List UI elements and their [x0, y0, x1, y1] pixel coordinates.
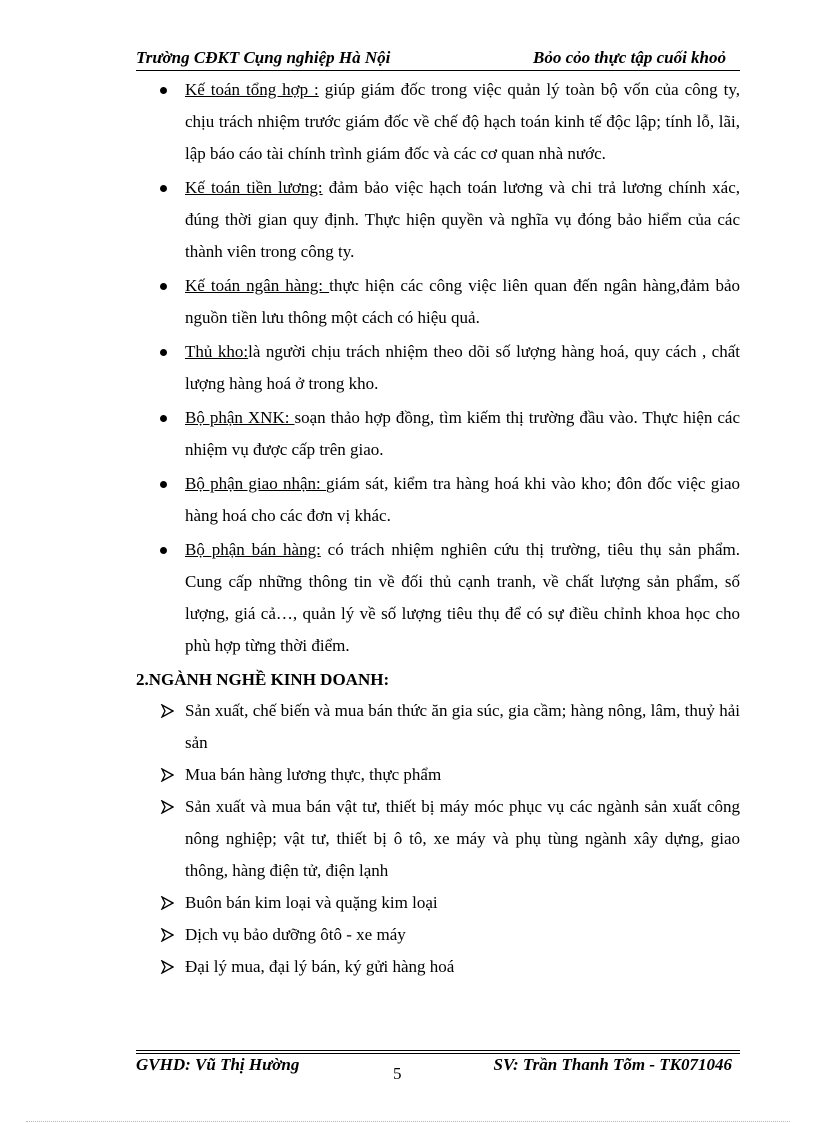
list-item-text: giám sát, kiểm tra hàng hoá khi vào kho; đôn đốc việc giao hàng hoá cho các đơn vị khác. — [185, 474, 740, 525]
bullet-icon — [160, 185, 167, 192]
list-item-term: Kế toán tổng hợp : — [185, 80, 319, 99]
business-line-text: Sản xuất và mua bán vật tư, thiết bị máy móc phục vụ các ngành sản xuất công nông nghiệp; vật tư, thiết bị ô tô, xe máy và phụ tùng ngành xây dựng, giao thông, hàng điện tử, điện lạnh — [185, 797, 740, 880]
business-line-item — [136, 759, 740, 791]
list-item-term: Kế toán tiền lương: — [185, 178, 323, 197]
list-item — [136, 74, 740, 170]
arrow-bullet-icon — [160, 928, 174, 942]
arrow-bullet-icon — [160, 704, 174, 718]
arrow-bullet-icon — [160, 896, 174, 910]
business-line-text: Dịch vụ bảo dưỡng ôtô - xe máy — [185, 925, 406, 944]
list-item-term: Bộ phận giao nhận: — [185, 474, 326, 493]
business-line-text: Đại lý mua, đại lý bán, ký gửi hàng hoá — [185, 957, 455, 976]
list-item-text: là người chịu trách nhiệm theo dõi số lượng hàng hoá, quy cách , chất lượng hàng hoá ở trong kho. — [185, 342, 740, 393]
bullet-icon — [160, 547, 167, 554]
list-item-term: Bộ phận bán hàng: — [185, 540, 321, 559]
list-item — [136, 534, 740, 662]
page-content — [136, 72, 740, 983]
bullet-icon — [160, 283, 167, 290]
list-item-text: thực hiện các công việc liên quan đến ngân hàng,đảm bảo nguồn tiền lưu thông một cách có hiệu quả. — [185, 276, 741, 327]
list-item-text: đảm bảo việc hạch toán lương và chi trả lương chính xác, đúng thời gian quy định. Thực hiện quyền và nghĩa vụ đóng bảo hiểm của các thành viên trong công ty. — [185, 178, 741, 261]
footer-rule — [136, 1050, 740, 1051]
list-item — [136, 402, 740, 466]
list-item-text: có trách nhiệm nghiên cứu thị trường, tiêu thụ sản phẩm. Cung cấp những thông tin về đối thủ cạnh tranh, về chất lượng sản phẩm, số lượng, giá cả…, quản lý về số lượng tiêu thụ để có sự điều chỉnh khoa học cho phù hợp từng thời điểm. — [185, 540, 741, 655]
header-report-title: Bỏo cỏo thực tập cuối khoỏ — [533, 48, 726, 67]
list-item — [136, 172, 740, 268]
list-item-text: soạn thảo hợp đồng, tìm kiếm thị trường đầu vào. Thực hiện các nhiệm vụ được cấp trên giao. — [185, 408, 740, 459]
business-line-item — [136, 695, 740, 759]
business-line-item — [136, 919, 740, 951]
list-item — [136, 336, 740, 400]
bullet-icon — [160, 87, 167, 94]
section-heading: 2.NGÀNH NGHỀ KINH DOANH: — [136, 670, 390, 689]
business-line-text: Mua bán hàng lương thực, thực phẩm — [185, 765, 442, 784]
bullet-icon — [160, 481, 167, 488]
list-item — [136, 270, 740, 334]
footer-student: SV: Trần Thanh Tõm - TK071046 — [493, 1055, 732, 1074]
page-bottom-dotted-line — [26, 1121, 790, 1122]
list-item-term: Thủ kho: — [185, 342, 249, 361]
list-item — [136, 468, 740, 532]
list-item-term: Bộ phận XNK: — [185, 408, 295, 427]
arrow-bullet-icon — [160, 960, 174, 974]
business-line-text: Sản xuất, chế biến và mua bán thức ăn gia súc, gia cầm; hàng nông, lâm, thuỷ hải sản — [185, 701, 740, 752]
business-line-item — [136, 791, 740, 887]
bullet-icon — [160, 349, 167, 356]
arrow-bullet-icon — [160, 800, 174, 814]
footer-supervisor: GVHD: Vũ Thị Hường — [136, 1055, 300, 1074]
list-item-term: Kế toán ngân hàng: — [185, 276, 330, 295]
business-line-item — [136, 887, 740, 919]
bullet-icon — [160, 415, 167, 422]
business-line-item — [136, 951, 740, 983]
footer-rule — [136, 1053, 740, 1054]
arrow-bullet-icon — [160, 768, 174, 782]
page-header — [136, 46, 740, 71]
header-school: Trường CĐKT Cụng nghiệp Hà Nội — [136, 48, 391, 67]
page-number: 5 — [393, 1064, 402, 1083]
list-item-text: giúp giám đốc trong việc quản lý toàn bộ vốn của công ty, chịu trách nhiệm trước giám đốc về chế độ hạch toán kinh tế độc lập; tính lỗ, lãi, lập báo cáo tài chính trình giám đốc và các cơ quan nhà nước. — [185, 80, 740, 163]
business-line-text: Buôn bán kim loại và quặng kim loại — [185, 893, 438, 912]
